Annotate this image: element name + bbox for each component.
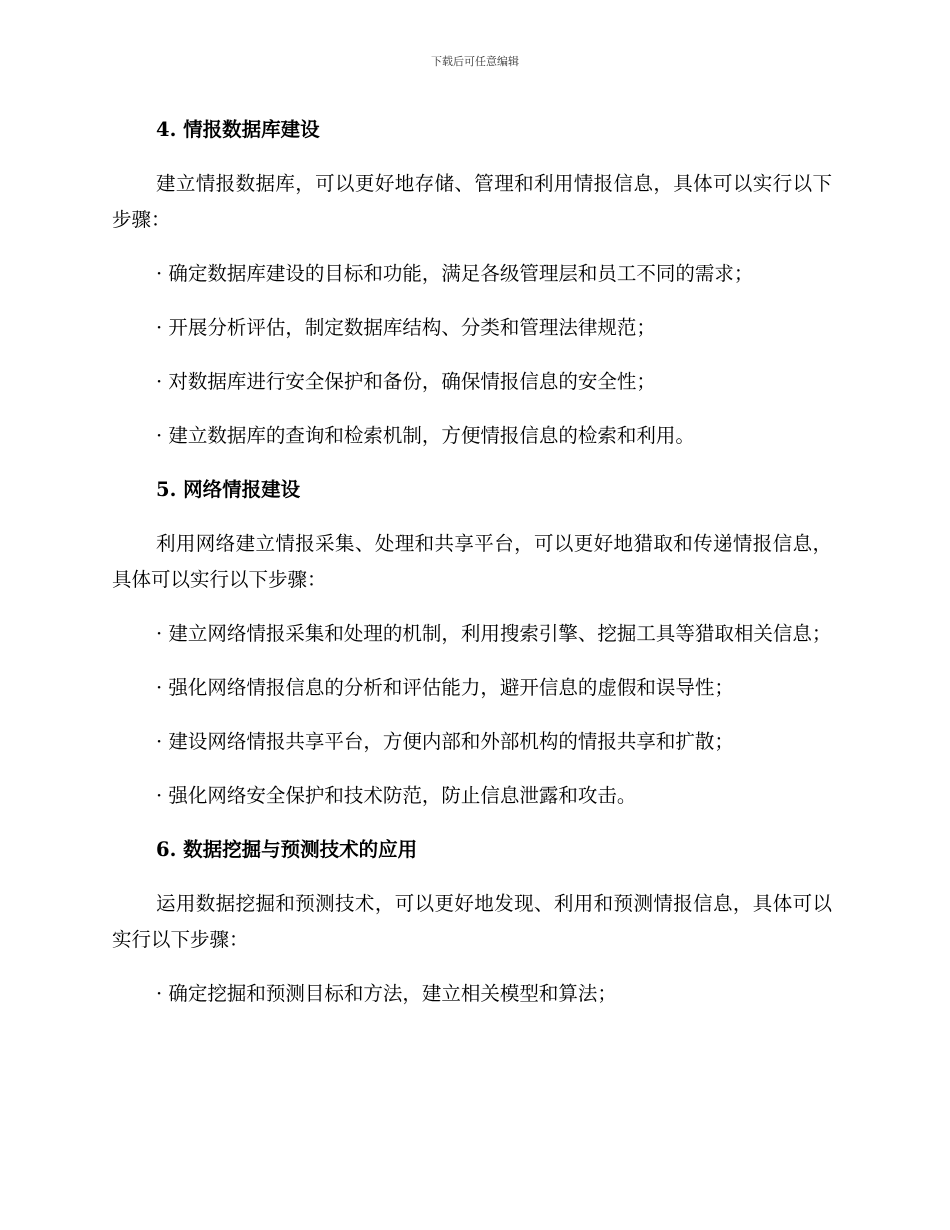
bullet-item: · 建设网络情报共享平台，方便内部和外部机构的情报共享和扩散； [156,730,734,753]
section-heading: 5. 网络情报建设 [156,478,301,501]
bullet-item: · 对数据库进行安全保护和备份，确保情报信息的安全性； [156,370,656,393]
bullet-item: · 建立网络情报采集和处理的机制，利用搜索引擎、挖掘工具等猎取相关信息； [156,622,832,645]
section-intro: 利用网络建立情报采集、处理和共享平台，可以更好地猎取和传递情报信息，具体可以实行以下步骤： [112,532,832,591]
section-intro: 建立情报数据库，可以更好地存储、管理和利用情报信息，具体可以实行以下步骤： [112,172,832,231]
section-intro: 运用数据挖掘和预测技术，可以更好地发现、利用和预测情报信息，具体可以实行以下步骤： [112,892,832,951]
page-header: 下载后可任意编辑 [431,55,519,68]
bullet-item: · 强化网络安全保护和技术防范，防止信息泄露和攻击。 [156,784,637,807]
bullet-item: · 强化网络情报信息的分析和评估能力，避开信息的虚假和误导性； [156,676,734,699]
bullet-item: · 建立数据库的查询和检索机制，方便情报信息的检索和利用。 [156,424,695,447]
section-heading: 4. 情报数据库建设 [156,118,320,141]
bullet-item: · 确定挖掘和预测目标和方法，建立相关模型和算法； [156,982,617,1005]
section-heading: 6. 数据挖掘与预测技术的应用 [156,838,418,861]
document-body [112,112,832,1030]
bullet-item: · 开展分析评估，制定数据库结构、分类和管理法律规范； [156,316,656,339]
bullet-item: · 确定数据库建设的目标和功能，满足各级管理层和员工不同的需求； [156,262,754,285]
